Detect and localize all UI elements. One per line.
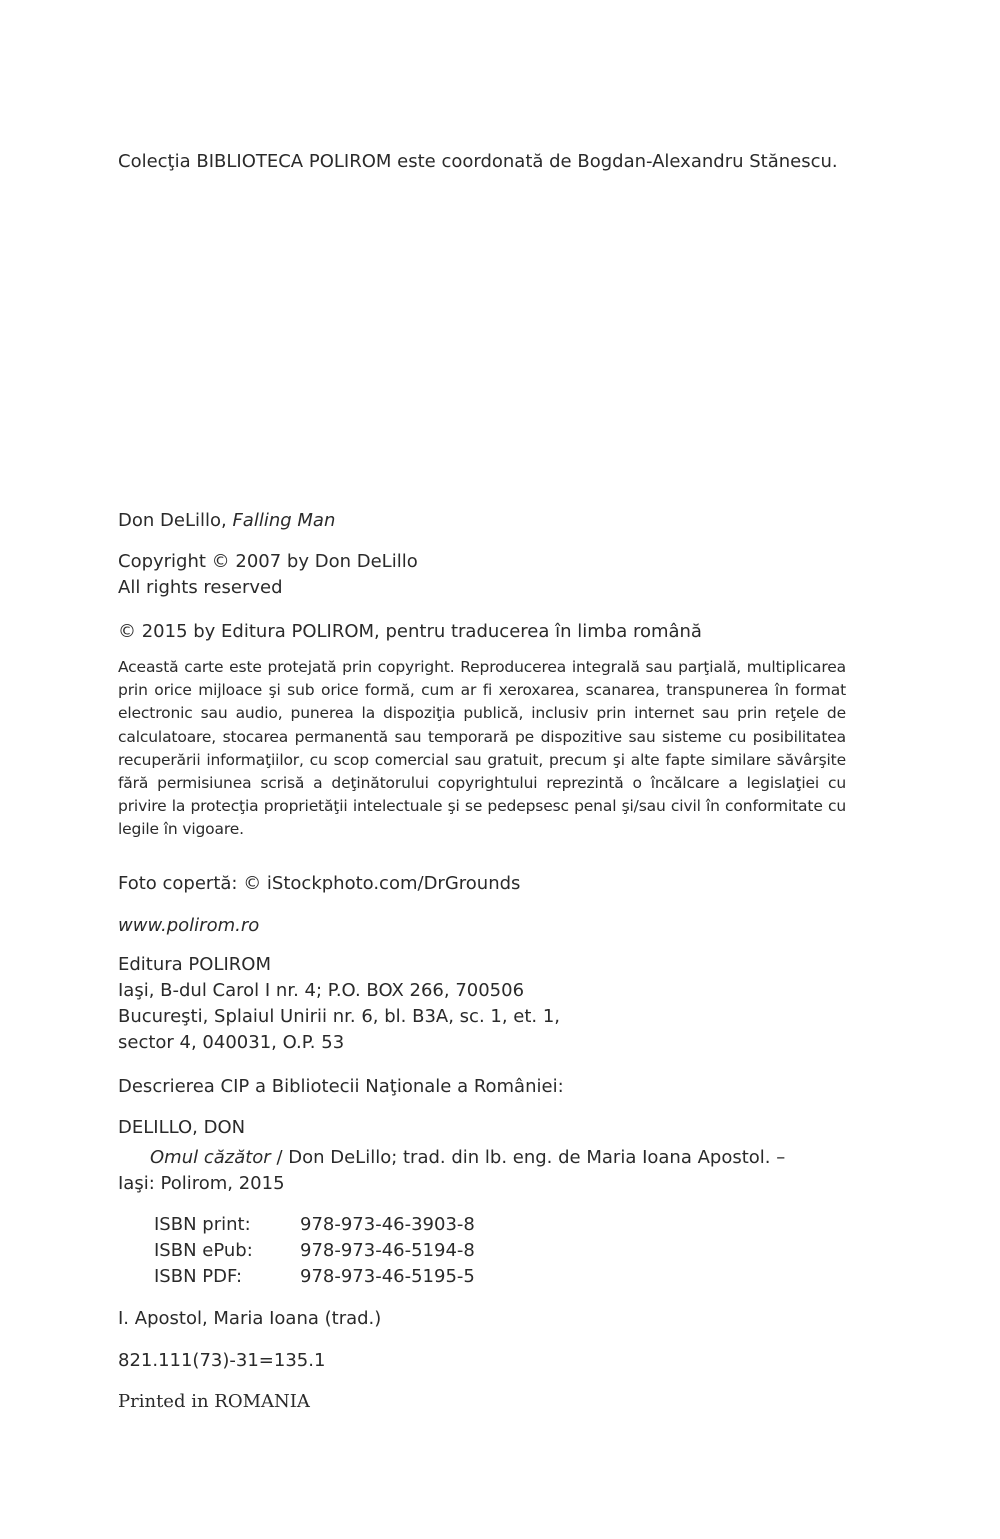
isbn-row <box>154 1238 882 1264</box>
publisher-address-sector: sector 4, 040031, O.P. 53 <box>118 1032 345 1053</box>
isbn-label: ISBN print: <box>154 1214 251 1235</box>
isbn-value: 978-973-46-5195-5 <box>300 1266 475 1287</box>
isbn-list <box>154 1212 882 1290</box>
original-title-line <box>118 508 846 534</box>
rights-reserved: All rights reserved <box>118 577 283 598</box>
publisher-address-bucuresti: Bucureşti, Splaiul Unirii nr. 6, bl. B3A, sc. 1, et. 1, <box>118 1006 561 1027</box>
cip-entry-line1 <box>118 1145 846 1171</box>
publisher-block <box>118 952 846 1056</box>
isbn-label: ISBN ePub: <box>154 1240 253 1261</box>
publisher-address-iasi: Iaşi, B-dul Carol I nr. 4; P.O. BOX 266, 700506 <box>118 980 525 1001</box>
cip-entry <box>118 1145 846 1197</box>
collection-note: Colecţia BIBLIOTECA POLIROM este coordonată de Bogdan-Alexandru Stănescu. <box>118 151 838 172</box>
cip-book-title: Omul căzător <box>150 1147 271 1168</box>
translation-copyright: © 2015 by Editura POLIROM, pentru traducerea în limba română <box>118 621 702 642</box>
cip-udc-code: 821.111(73)-31=135.1 <box>118 1350 326 1371</box>
website-link[interactable]: www.polirom.ro <box>118 915 260 936</box>
cip-translator: I. Apostol, Maria Ioana (trad.) <box>118 1308 382 1329</box>
isbn-row <box>154 1212 882 1238</box>
cip-entry-rest: / Don DeLillo; trad. din lb. eng. de Maria Ioana Apostol. – <box>270 1147 786 1168</box>
isbn-label: ISBN PDF: <box>154 1266 243 1287</box>
legal-notice: Această carte este protejată prin copyright. Reproducerea integrală sau parţială, multiplicarea prin orice mijloace şi sub orice formă, cum ar fi xeroxarea, scanarea, transpunerea în format electronic sau audio, punerea la dispoziţia publică, inclusiv prin internet sau prin reţele de calculatoare, stocarea permanentă sau temporară pe dispozitive sau sisteme cu posibilitatea recuperării informaţiilor, cu scop comercial sau gratuit, precum şi alte fapte similare săvârşite fără permisiunea scrisă a deţinătorului copyrightului reprezintă o încălcare a legislaţiei cu privire la protecţia proprietăţii intelectuale şi se pedepsesc penal şi/sau civil în conformitate cu legile în vigoare. <box>118 658 846 839</box>
isbn-row <box>154 1264 882 1290</box>
cip-author-name: DELILLO, DON <box>118 1117 246 1138</box>
printed-in: Printed in ROMANIA <box>118 1391 310 1412</box>
isbn-value: 978-973-46-3903-8 <box>300 1214 475 1235</box>
photo-credit: Foto copertă: © iStockphoto.com/DrGrounds <box>118 873 521 894</box>
copyright-line: Copyright © 2007 by Don DeLillo <box>118 551 418 572</box>
publisher-name: Editura POLIROM <box>118 954 271 975</box>
original-author: Don DeLillo <box>118 510 221 531</box>
title-separator: , <box>220 510 233 531</box>
cip-heading: Descrierea CIP a Bibliotecii Naţionale a României: <box>118 1076 564 1097</box>
original-title: Falling Man <box>232 510 336 531</box>
cip-entry-line2: Iaşi: Polirom, 2015 <box>118 1173 285 1194</box>
copyright-block <box>118 549 846 601</box>
isbn-value: 978-973-46-5194-8 <box>300 1240 475 1261</box>
